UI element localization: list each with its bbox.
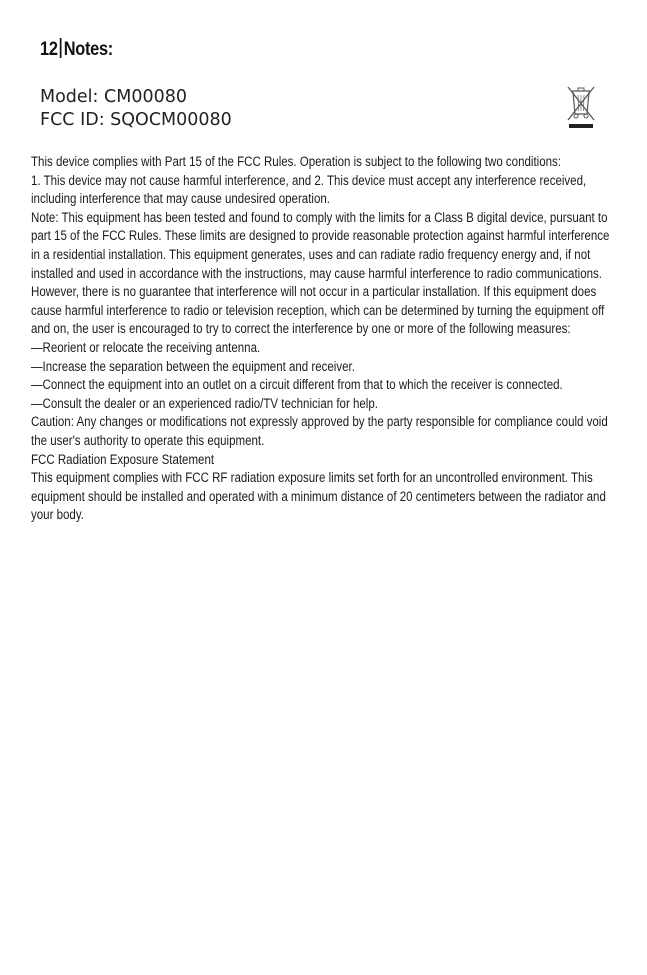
rf-exposure-heading: FCC Radiation Exposure Statement (31, 451, 215, 467)
model-number: Model: CM00080 (40, 87, 187, 107)
measure-consult-dealer: —Consult the dealer or an experienced radio/TV technician for help. (31, 395, 378, 411)
crossed-out-wheelie-bin-icon (565, 84, 597, 130)
paragraph-compliance: This device complies with Part 15 of the FCC Rules. Operation is subject to the following two conditions: (31, 154, 561, 169)
page-number: 12 (40, 39, 58, 60)
measure-increase-separation: —Increase the separation between the equipment and receiver. (31, 358, 355, 374)
fcc-id: FCC ID: SQOCM00080 (40, 110, 232, 130)
page-header (40, 38, 113, 61)
fcc-statement (31, 153, 618, 525)
paragraph-caution: Caution: Any changes or modifications not expressly approved by the party responsible for compliance could void the user's authority to operate this equipment. (31, 414, 608, 448)
model-info (40, 86, 232, 132)
paragraph-rf-exposure: This equipment complies with FCC RF radiation exposure limits set forth for an uncontrolled environment. This equipment should be installed and operated with a minimum distance of 20 centimeters between the radiator and your body. (31, 470, 606, 523)
page-title: Notes: (63, 39, 113, 60)
measure-different-outlet: —Connect the equipment into an outlet on a circuit different from that to which the receiver is connected. (31, 377, 563, 393)
paragraph-measures-intro: and on, the user is encouraged to try to correct the interference by one or more of the following measures: (31, 321, 571, 337)
paragraph-conditions: 1. This device may not cause harmful interference, and 2. This device must accept any interference received, including interference that may cause undesired operation. (31, 172, 587, 207)
header-separator (59, 38, 61, 58)
paragraph-class-b-note: Note: This equipment has been tested and found to comply with the limits for a Class B digital device, pursuant to part 15 of the FCC Rules. These limits are designed to provide reasonable protection against harmful interference in a residential installation. This equipment generates, uses and can radiate radio frequency energy and, if not installed and used in accordance with the instructions, may cause harmful interference to radio communications. However, there is no guarantee that interference will not occur in a particular installation. If this equipment does cause harmful interference to radio or television reception, which can be determined by turning the equipment off (31, 209, 610, 318)
measure-reorient: —Reorient or relocate the receiving antenna. (31, 339, 261, 355)
